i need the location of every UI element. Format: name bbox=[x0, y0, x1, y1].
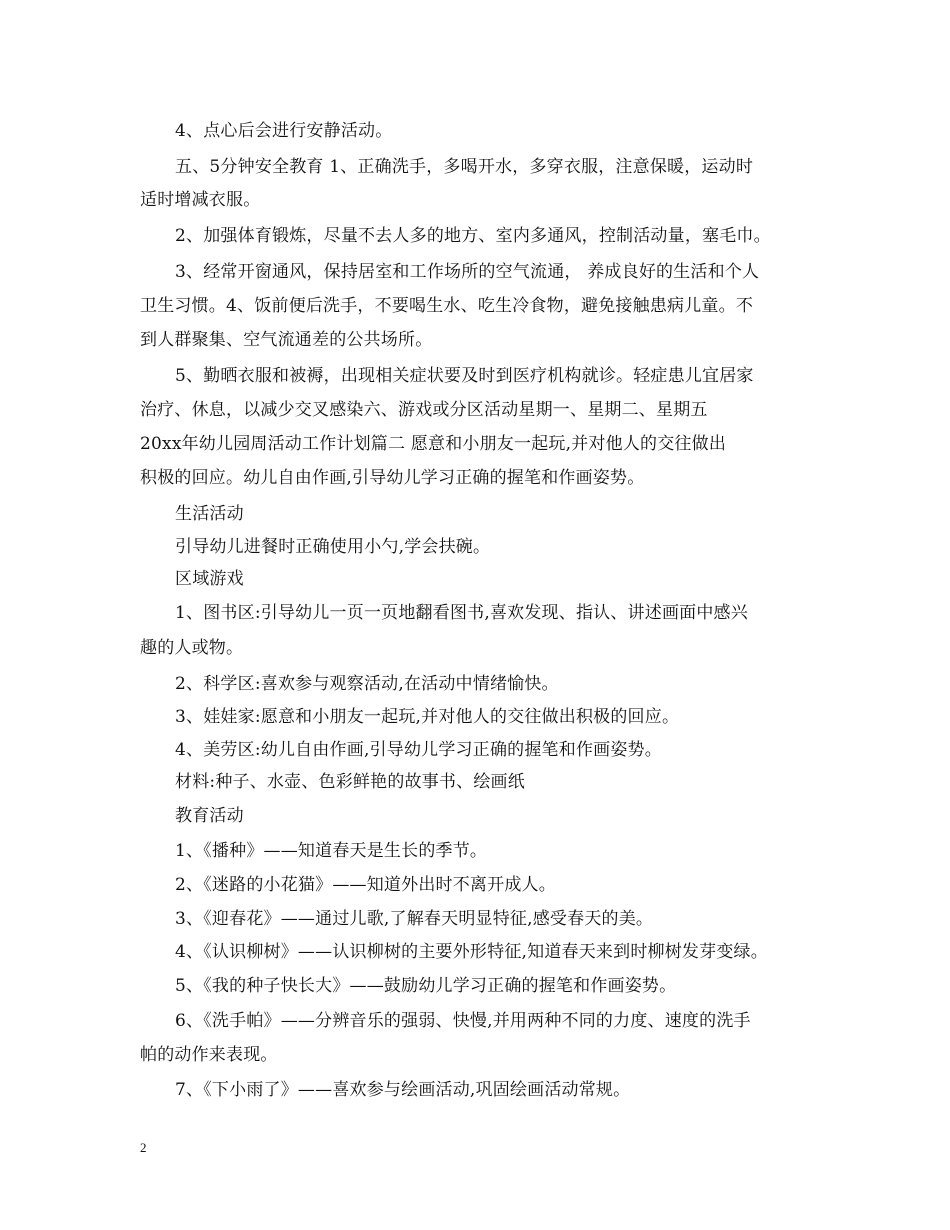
text-line: 引导幼儿进餐时正确使用小勺,学会扶碗。 bbox=[175, 537, 491, 557]
text-line: 2、加强体育锻炼，尽量不去人多的地方、室内多通风，控制活动量，塞毛巾。 bbox=[175, 226, 771, 246]
text-line: 材料:种子、水壶、色彩鲜艳的故事书、绘画纸 bbox=[175, 772, 525, 792]
text-line: 4、点心后会进行安静活动。 bbox=[175, 121, 393, 141]
text-line: 3、《迎春花》——通过儿歌,了解春天明显特征,感受春天的美。 bbox=[175, 909, 654, 929]
text-line: 2、科学区:喜欢参与观察活动,在活动中情绪愉快。 bbox=[175, 674, 559, 694]
text-line: 3、经常开窗通风，保持居室和工作场所的空气流通， 养成良好的生活和个人 bbox=[175, 262, 760, 282]
text-line: 5、《我的种子快长大》——鼓励幼儿学习正确的握笔和作画姿势。 bbox=[175, 976, 677, 996]
text-line: 治疗、休息，以减少交叉感染六、游戏或分区活动星期一、星期二、星期五 bbox=[140, 400, 708, 420]
text-line: 趣的人或物。 bbox=[140, 638, 244, 658]
text-line: 6、《洗手帕》——分辨音乐的强弱、快慢,并用两种不同的力度、速度的洗手 bbox=[175, 1011, 751, 1031]
text-line: 5、勤晒衣服和被褥，出现相关症状要及时到医疗机构就诊。轻症患儿宜居家 bbox=[175, 366, 754, 386]
text-line: 积极的回应。幼儿自由作画,引导幼儿学习正确的握笔和作画姿势。 bbox=[140, 468, 645, 488]
section-heading: 生活活动 bbox=[175, 504, 244, 524]
text-line: 到人群聚集、空气流通差的公共场所。 bbox=[140, 330, 433, 350]
page-number: 2 bbox=[140, 1140, 147, 1155]
section-heading: 区域游戏 bbox=[175, 569, 244, 589]
text-line: 20xx年幼儿园周活动工作计划篇二 愿意和小朋友一起玩,并对他人的交往做出 bbox=[140, 434, 727, 454]
text-line: 帕的动作来表现。 bbox=[140, 1045, 278, 1065]
section-heading: 教育活动 bbox=[175, 806, 244, 826]
text-line: 五、5分钟安全教育 1、正确洗手，多喝开水，多穿衣服，注意保暖，运动时 bbox=[175, 157, 754, 177]
text-line: 4、《认识柳树》——认识柳树的主要外形特征,知道春天来到时柳树发芽变绿。 bbox=[175, 942, 768, 962]
text-line: 4、美劳区:幼儿自由作画,引导幼儿学习正确的握笔和作画姿势。 bbox=[175, 740, 662, 760]
text-line: 7、《下小雨了》——喜欢参与绘画活动,巩固绘画活动常规。 bbox=[175, 1080, 631, 1100]
text-line: 适时增减衣服。 bbox=[140, 190, 261, 210]
text-line: 1、图书区:引导幼儿一页一页地翻看图书,喜欢发现、指认、讲述画面中感兴 bbox=[175, 603, 748, 623]
text-line: 3、娃娃家:愿意和小朋友一起玩,并对他人的交往做出积极的回应。 bbox=[175, 707, 680, 727]
text-line: 2、《迷路的小花猫》——知道外出时不离开成人。 bbox=[175, 875, 556, 895]
text-line: 卫生习惯。4、饭前便后洗手，不要喝生水、吃生冷食物，避免接触患病儿童。不 bbox=[140, 296, 754, 316]
text-line: 1、《播种》——知道春天是生长的季节。 bbox=[175, 841, 488, 861]
